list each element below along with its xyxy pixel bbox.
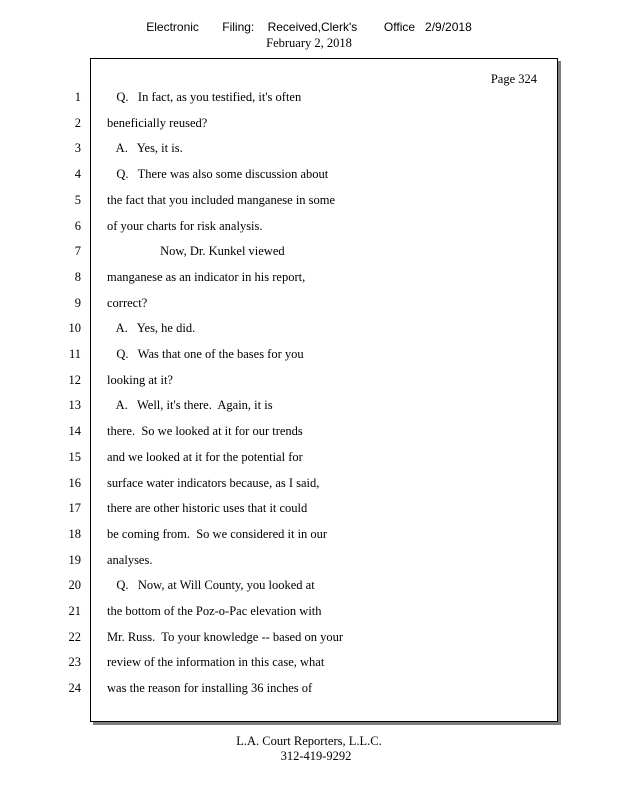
line-number: 16: [68, 475, 81, 490]
line-text: there are other historic uses that it could: [107, 501, 308, 516]
line-text: Q. There was also some discussion about: [107, 167, 329, 182]
line-number: 2: [74, 115, 81, 130]
line-number: 13: [68, 398, 81, 413]
transcript-line: [0, 424, 618, 446]
transcript-line: [0, 219, 618, 241]
line-text: review of the information in this case, what: [107, 655, 325, 670]
transcript-line: [0, 244, 618, 266]
transcript-line: [0, 450, 618, 472]
transcript-line: [0, 347, 618, 369]
transcript-line: [0, 553, 618, 575]
line-number: 23: [68, 655, 81, 670]
line-number: 18: [68, 526, 81, 541]
line-number: 15: [68, 449, 81, 464]
line-text: Now, Dr. Kunkel viewed: [107, 244, 285, 259]
line-text: looking at it?: [107, 372, 173, 387]
line-number: 8: [74, 269, 81, 284]
transcript-line: [0, 578, 618, 600]
line-number: 10: [68, 321, 81, 336]
line-text: the bottom of the Poz-o-Pac elevation with: [107, 604, 322, 618]
line-text: be coming from. So we considered it in our: [107, 526, 328, 541]
reporter-company: L.A. Court Reporters, L.L.C.: [236, 734, 382, 748]
line-text: Mr. Russ. To your knowledge -- based on your: [107, 629, 344, 644]
line-number: 1: [74, 90, 81, 104]
line-text: surface water indicators because, as I said,: [107, 475, 320, 490]
transcript-line: [0, 630, 618, 652]
line-number: 14: [68, 424, 81, 439]
transcript-line: [0, 373, 618, 395]
line-number: 21: [68, 604, 81, 618]
transcript-line: [0, 398, 618, 420]
line-number: 4: [74, 167, 81, 182]
line-number: 11: [68, 347, 81, 361]
transcript-line: [0, 167, 618, 189]
line-number: 12: [68, 372, 81, 387]
line-text: A. Yes, he did.: [107, 321, 196, 336]
line-text: A. Well, it's there. Again, it is: [107, 398, 273, 413]
line-text: Q. Now, at Will County, you looked at: [107, 578, 315, 593]
transcript-line: [0, 604, 618, 626]
transcript-line: [0, 476, 618, 498]
reporter-phone: 312-419-9292: [280, 749, 352, 763]
transcript-line: [0, 270, 618, 292]
line-text: and we looked at it for the potential for: [107, 449, 303, 464]
line-text: correct?: [107, 295, 148, 310]
line-text: there. So we looked at it for our trends: [107, 424, 303, 439]
line-number: 17: [68, 501, 81, 516]
transcript-line: [0, 321, 618, 343]
line-number: 24: [68, 681, 81, 696]
transcript-line: [0, 681, 618, 703]
transcript-line: [0, 90, 618, 112]
transcript-line: [0, 116, 618, 138]
transcript-line: [0, 141, 618, 163]
transcript-line: [0, 193, 618, 215]
line-text: manganese as an indicator in his report,: [107, 269, 306, 284]
filing-date: February 2, 2018: [266, 36, 352, 50]
line-number: 7: [74, 244, 81, 259]
transcript-line: [0, 655, 618, 677]
transcript-line: [0, 501, 618, 523]
transcript-line: [0, 527, 618, 549]
line-text: Q. In fact, as you testified, it's often: [107, 90, 302, 104]
line-text: A. Yes, it is.: [107, 141, 183, 156]
line-number: 22: [68, 629, 81, 644]
line-number: 20: [68, 578, 81, 593]
line-number: 9: [74, 295, 81, 310]
transcript-line: [0, 296, 618, 318]
page-number: Page 324: [490, 72, 537, 86]
line-text: analyses.: [107, 552, 153, 567]
line-text: Q. Was that one of the bases for you: [107, 347, 304, 361]
line-text: of your charts for risk analysis.: [107, 218, 263, 233]
line-number: 19: [68, 552, 81, 567]
line-number: 6: [74, 218, 81, 233]
line-number: 5: [74, 192, 81, 207]
line-text: was the reason for installing 36 inches of: [107, 681, 313, 696]
line-text: the fact that you included manganese in some: [107, 192, 336, 207]
filing-stamp: Electronic Filing: Received,Clerk's Office 2/9/2018: [146, 20, 472, 34]
line-text: beneficially reused?: [107, 115, 208, 130]
line-number: 3: [74, 141, 81, 156]
